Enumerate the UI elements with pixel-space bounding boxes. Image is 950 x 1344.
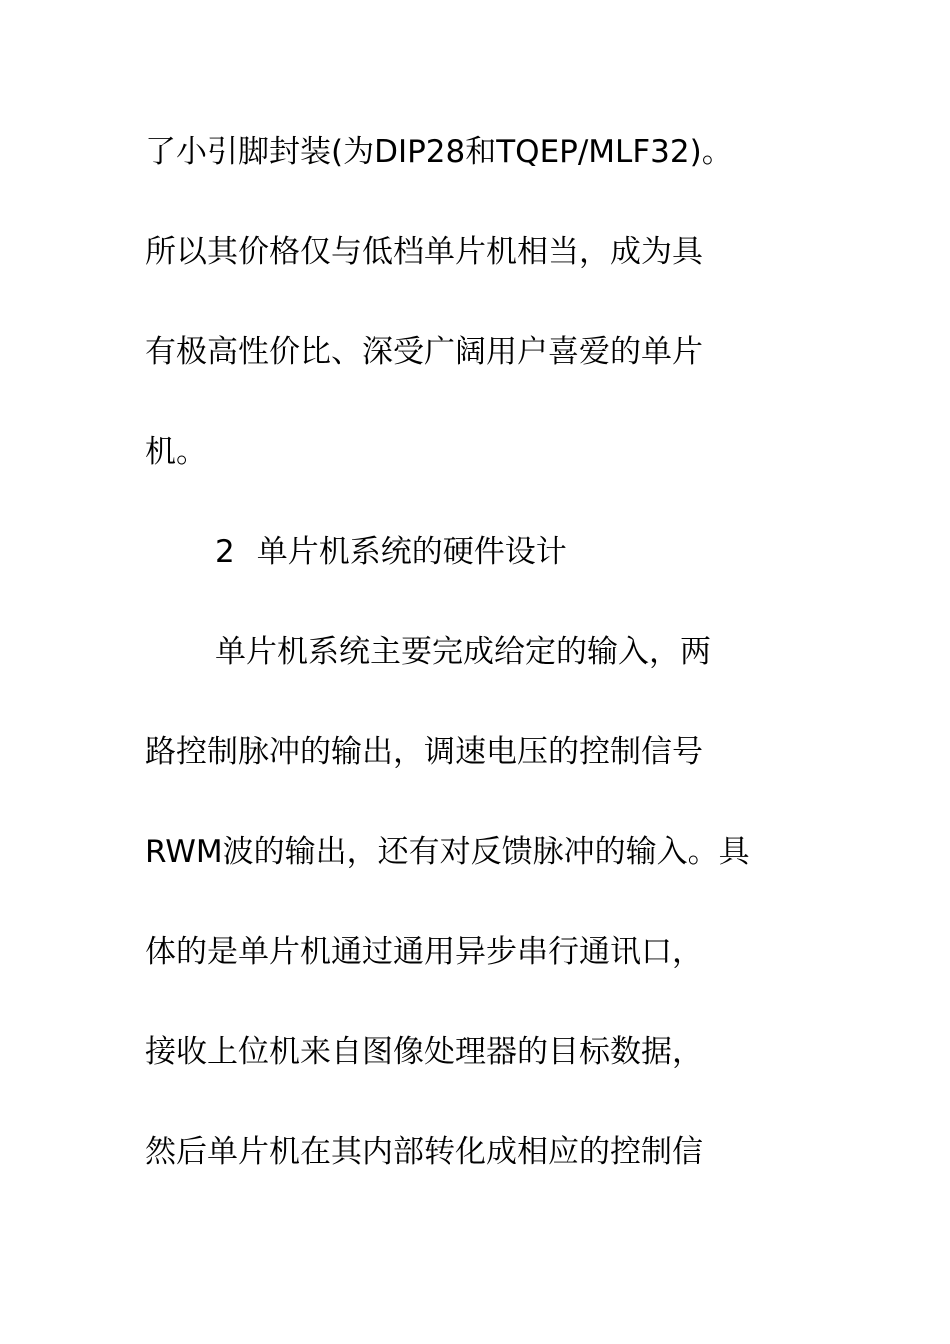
- paragraph-line: 接收上位机来自图像处理器的目标数据，: [145, 1034, 703, 1070]
- section-number: 2: [215, 534, 235, 570]
- paragraph-line: 机。: [145, 434, 207, 470]
- paragraph-line: RWM波的输出，还有对反馈脉冲的输入。具: [145, 834, 750, 870]
- paragraph-line: 单片机系统主要完成给定的输入，两: [215, 634, 711, 670]
- paragraph-line: 路控制脉冲的输出，调速电压的控制信号: [145, 734, 703, 770]
- section-heading: [215, 532, 567, 572]
- paragraph-line: 了小引脚封装(为DIP28和TQEP/MLF32)。: [145, 134, 733, 170]
- paragraph-line: 然后单片机在其内部转化成相应的控制信: [145, 1134, 703, 1170]
- paragraph-line: 体的是单片机通过通用异步串行通讯口，: [145, 934, 703, 970]
- paragraph-line: 有极高性价比、深受广阔用户喜爱的单片: [145, 334, 703, 370]
- section-title: 单片机系统的硬件设计: [256, 534, 567, 570]
- paragraph-line: 所以其价格仅与低档单片机相当，成为具: [145, 234, 703, 270]
